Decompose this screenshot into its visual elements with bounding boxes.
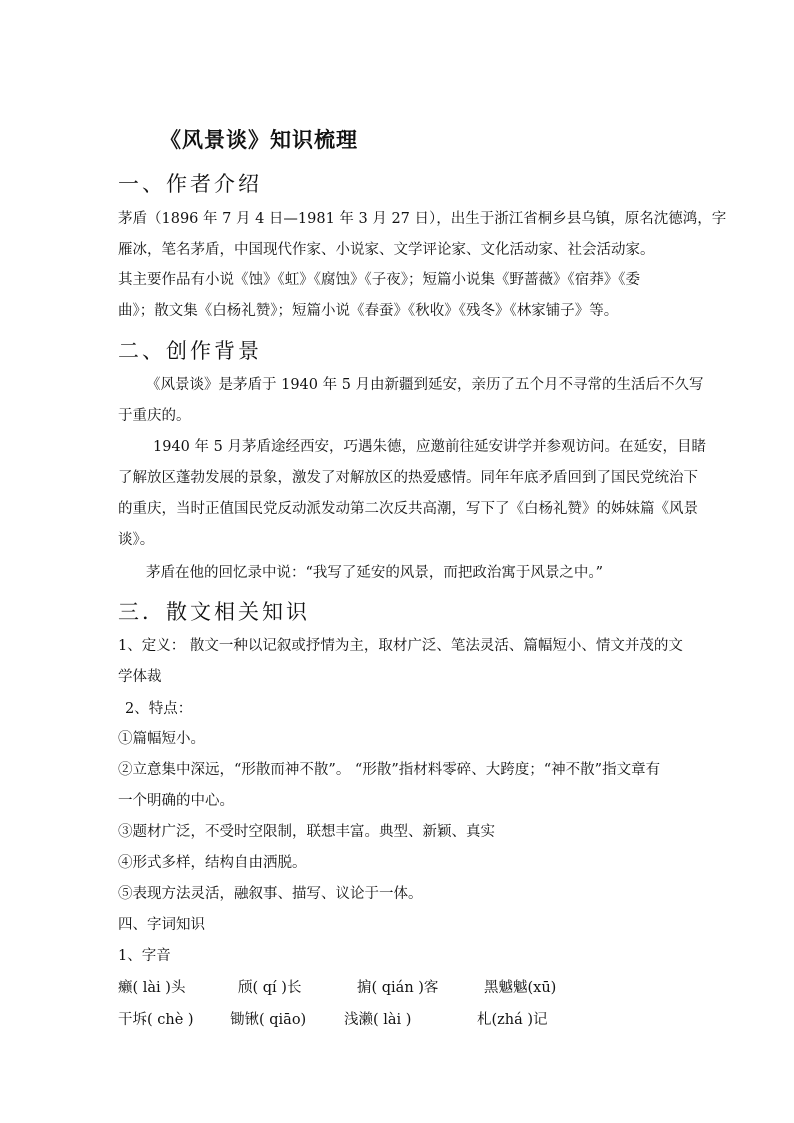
paragraph-line: 的重庆，当时正值国民党反动派发动第二次反共高潮，写下了《白杨礼赞》的姊妹篇《风景: [118, 501, 698, 517]
paragraph-line: 雁冰，笔名茅盾，中国现代作家、小说家、文学评论家、文化活动家、社会活动家。: [118, 242, 655, 258]
list-item: ④形式多样，结构自由洒脱。: [118, 855, 307, 871]
paragraph-line: 了解放区蓬勃发展的景象，激发了对解放区的热爱感情。同年年底矛盾回到了国民党统治下: [118, 470, 698, 486]
section-heading-author: 一、作者介绍: [118, 172, 262, 196]
section-heading-background: 二、创作背景: [118, 339, 262, 363]
paragraph-line: 1、定义： 散文一种以记叙或抒情为主，取材广泛、笔法灵活、篇幅短小、情文并茂的文: [118, 638, 683, 654]
list-item: ⑤表现方法灵活，融叙事、描写、议论于一体。: [118, 886, 423, 902]
list-item: ②立意集中深远，“形散而神不散”。 “形散”指材料零碎、大跨度；“神不散”指文章有: [118, 762, 661, 778]
pronunciation-item: 锄锹( qiāo): [230, 1012, 307, 1028]
paragraph-line: 于重庆的。: [118, 408, 191, 424]
pronunciation-item: 黑魆魆(xū): [484, 980, 557, 996]
pronunciation-item: 掮( qián )客: [357, 980, 439, 996]
pronunciation-item: 癞( lài )头: [118, 980, 186, 996]
list-item: ③题材广泛，不受时空限制，联想丰富。典型、新颖、真实: [118, 824, 495, 840]
paragraph-line: 谈》。: [118, 532, 155, 548]
paragraph-line: 曲》；散文集《白杨礼赞》；短篇小说《春蚕》《秋收》《残冬》《林家铺子》等。: [118, 303, 619, 319]
list-item: 一个明确的中心。: [118, 793, 234, 809]
pronunciation-item: 干坼( chè ): [118, 1012, 194, 1028]
pronunciation-item: 颀( qí )长: [238, 980, 302, 996]
paragraph-line: 茅盾在他的回忆录中说：“我写了延安的风景，而把政治寓于风景之中。”: [146, 565, 604, 581]
subheading-pronunciation: 1、字音: [118, 948, 171, 964]
section-heading-prose: 三．散文相关知识: [118, 600, 310, 624]
list-item: ①篇幅短小。: [118, 731, 205, 747]
document-title: 《风景谈》知识梳理: [160, 128, 358, 152]
paragraph-line: 茅盾（1896 年 7 月 4 日—1981 年 3 月 27 日），出生于浙江省桐乡县乌镇，原名沈德鸿，字: [118, 211, 727, 227]
paragraph-line: 《风景谈》是茅盾于 1940 年 5 月由新疆到延安，亲历了五个月不寻常的生活后不久写: [146, 377, 704, 393]
section-heading-vocab: 四、字词知识: [118, 917, 205, 933]
pronunciation-item: 札(zhá )记: [477, 1012, 548, 1028]
paragraph-line: 2、特点：: [125, 701, 193, 717]
paragraph-line: 其主要作品有小说《蚀》《虹》《腐蚀》《子夜》；短篇小说集《野蔷薇》《宿莽》《委: [118, 272, 640, 288]
paragraph-line: 1940 年 5 月茅盾途经西安，巧遇朱德，应邀前往延安讲学并参观访问。在延安，目睹: [153, 439, 706, 455]
pronunciation-item: 浅濑( lài ): [344, 1012, 412, 1028]
paragraph-line: 学体裁: [118, 669, 162, 685]
